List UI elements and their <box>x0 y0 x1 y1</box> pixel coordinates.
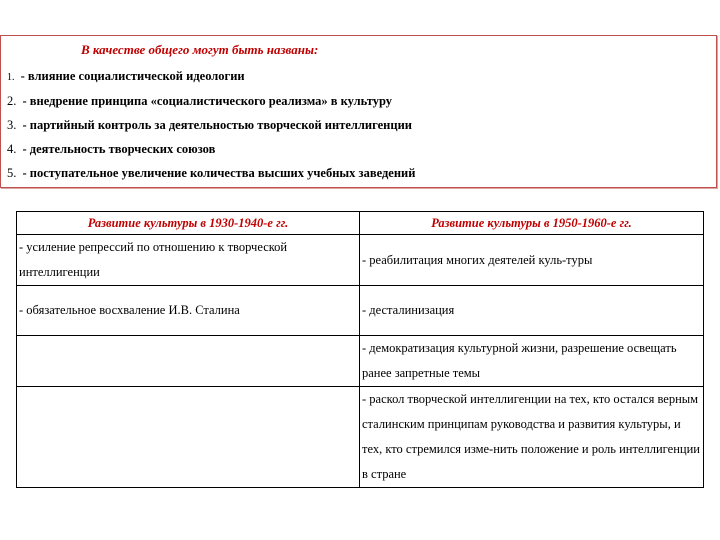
table-header-row <box>17 212 704 235</box>
item-number: 1. <box>7 72 15 83</box>
common-item <box>7 69 245 84</box>
table-cell <box>17 387 360 488</box>
item-number: 2. <box>7 94 17 108</box>
cell-text: - реабилитация многих деятелей куль-туры <box>362 252 593 267</box>
item-number: 3. <box>7 118 17 132</box>
common-item <box>7 166 415 181</box>
item-text: - влияние социалистической идеологии <box>20 69 245 83</box>
header-1950-1960: Развитие культуры в 1950-1960-е гг. <box>360 212 704 235</box>
cell-text: - раскол творческой интеллигенции на тех, кто остался верным сталинским принципам руководства и развития культуры, и тех, кто стремился изме-нить положение и роль интеллигенции в стране <box>362 392 700 481</box>
header-1930-1940: Развитие культуры в 1930-1940-е гг. <box>17 212 360 235</box>
table-cell <box>360 387 704 488</box>
table-row <box>17 387 704 488</box>
item-text: - внедрение принципа «социалистического реализма» в культуру <box>22 94 393 108</box>
cell-text: - демократизация культурной жизни, разрешение освещать ранее запретные темы <box>362 341 677 380</box>
table-cell <box>17 336 360 387</box>
table-cell <box>360 235 704 286</box>
common-features-title: В качестве общего могут быть названы: <box>81 42 319 57</box>
table-cell <box>17 286 360 336</box>
common-item <box>7 118 412 133</box>
table-row <box>17 286 704 336</box>
table-cell <box>360 286 704 336</box>
table-cell <box>360 336 704 387</box>
item-text: - поступательное увеличение количества высших учебных заведений <box>22 166 416 180</box>
culture-comparison-table <box>16 211 704 488</box>
item-number: 4. <box>7 142 17 156</box>
common-features-box <box>0 35 717 188</box>
item-text: - деятельность творческих союзов <box>22 142 216 156</box>
cell-text: - обязательное восхваление И.В. Сталина <box>19 303 240 317</box>
common-item <box>7 94 392 109</box>
table-row <box>17 235 704 286</box>
cell-text: - усиление репрессий по отношению к творческой интеллигенции <box>19 240 288 279</box>
cell-text: - десталинизация <box>362 303 455 317</box>
table-row <box>17 336 704 387</box>
common-item <box>7 142 215 157</box>
item-number: 5. <box>7 166 17 180</box>
table-cell <box>17 235 360 286</box>
item-text: - партийный контроль за деятельностью творческой интеллигенции <box>22 118 412 132</box>
